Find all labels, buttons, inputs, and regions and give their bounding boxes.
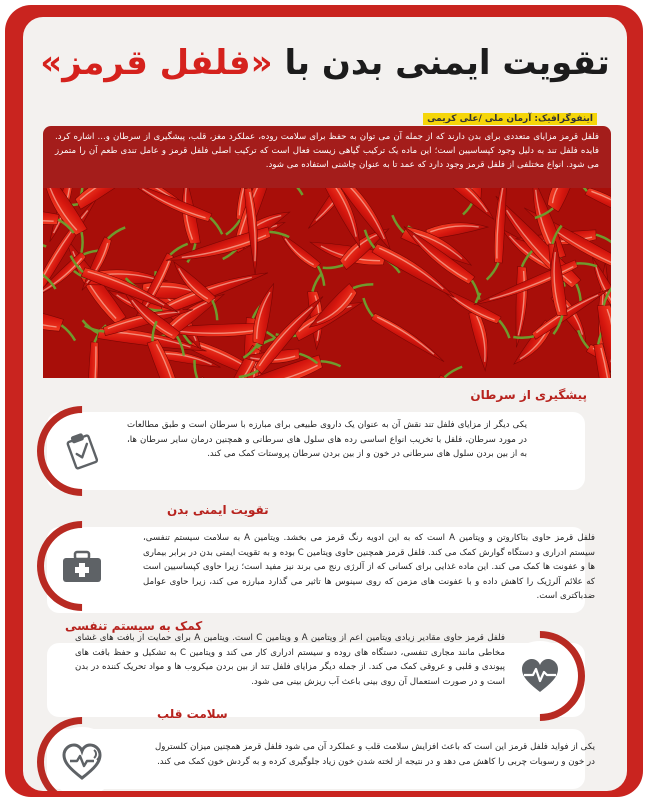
credit-line bbox=[23, 114, 597, 124]
chili-peppers-image bbox=[43, 188, 611, 378]
section-icon-badge bbox=[37, 521, 127, 611]
title-highlight: «فلفل قرمز» bbox=[40, 43, 273, 83]
first-aid-kit-icon bbox=[60, 546, 104, 586]
section-body: یکی دیگر از مزایای فلفل تند نقش آن به عنوان یک داروی طبیعی برای مبارزه با سرطان است و طبق مطالعات در مورد سرطان، فلفل با تخریب انواع اساسی رده های سلول های سرطانی و همچنین درمان سایر سرطان ها، به از بین بردن سلول های سرطانی در خون و از بین بردن سرطان پروستات کمک می کند. bbox=[127, 420, 527, 459]
section-body: فلفل قرمز حاوی مقادیر زیادی ویتامین اعم از ویتامین A و ویتامین C است. ویتامین A برای حمایت از بافت های غشای مخاطی مانند مجاری تنفسی، دستگاه های روده و سیستم ادراری کار می کند و ویتامین C به تشکیل و حفظ بافت های پیوندی و قلبی و عروقی کمک می کند. از جمله دیگر مزایای فلفل تند از بین بردن میکروب ها و مواد تحریک کننده در بدن است و در صورت استعمال آن روی بینی باعث آب ریزش بینی می شود. bbox=[75, 633, 506, 687]
section-respiratory bbox=[41, 615, 609, 720]
section-heart-health bbox=[41, 707, 609, 791]
title-prefix: تقویت ایمنی بدن با bbox=[284, 43, 610, 83]
outer-frame bbox=[5, 5, 643, 797]
clipboard-check-icon bbox=[62, 431, 102, 471]
section-title: سلامت قلب bbox=[157, 707, 228, 721]
section-icon-badge bbox=[37, 406, 127, 496]
red-pepper-photo bbox=[43, 188, 611, 378]
section-cancer-prevention bbox=[41, 382, 609, 502]
heart-pulse-icon bbox=[519, 657, 561, 695]
heart-health-icon bbox=[61, 743, 103, 781]
intro-paragraph: فلفل قرمز مزایای متعددی برای بدن دارند که از جمله آن می توان به حفظ برای سلامت روده، عملکرد مغز، قلب، پیشگیری از سرطان و... اشاره کرد. فایده فلفل تند به دلیل وجود کپساسیین است؛ این ماده یک ترکیب گیاهی زیست فعال است که ترکیب اصلی فلفل قرمز و عامل تندی طعم آن را متمرز می شود. انواع مختلفی از فلفل قرمز وجود دارد که عمد تا به عنوان چاشنی استفاده می شود. bbox=[43, 126, 611, 188]
page-title bbox=[23, 37, 627, 89]
infographic-panel bbox=[23, 17, 627, 791]
section-immunity bbox=[41, 499, 609, 617]
credit-badge: اینفوگرافیک: آرمان ملی /علی کریمی bbox=[423, 113, 597, 125]
section-title: پیشگیری از سرطان bbox=[470, 388, 587, 402]
section-title: تقویت ایمنی بدن bbox=[167, 503, 269, 517]
section-title: کمک به سیستم تنفسی bbox=[65, 619, 203, 633]
section-body: یکی از فواید فلفل قرمز این است که باعث افزایش سلامت قلب و عملکرد آن می شود فلفل قرمز همچنین میزان کلسترول در خون و رسوبات چربی را کاهش می دهد و در نتیجه از لخته شدن خون زیاد جلوگیری کرده و به گردش خون کمک می کند. bbox=[155, 742, 595, 767]
section-body: فلفل قرمز حاوی بتاکاروتن و ویتامین A است که به این ادویه رنگ قرمز می بخشد. ویتامین A به سلامت سیستم تنفسی، سیستم ادراری و دستگاه گوارش کمک می کند. فلفل قرمز همچنین حاوی ویتامین C بوده و به تقویت ایمنی بدن در برابر بیماری ها و عفونت ها کمک می کند. این ماده غذایی برای کسانی که از آلرژی رنج می برند نیز مفید است؛ زیرا حاوی کپساسیین است که علائم آلرژیک را کاهش داده و با عفونت های مزمن که روی سینوس ها تاثیر می گذارد مبارزه می کند، زیرا حاوی عوامل ضدباکتری است. bbox=[143, 533, 596, 601]
